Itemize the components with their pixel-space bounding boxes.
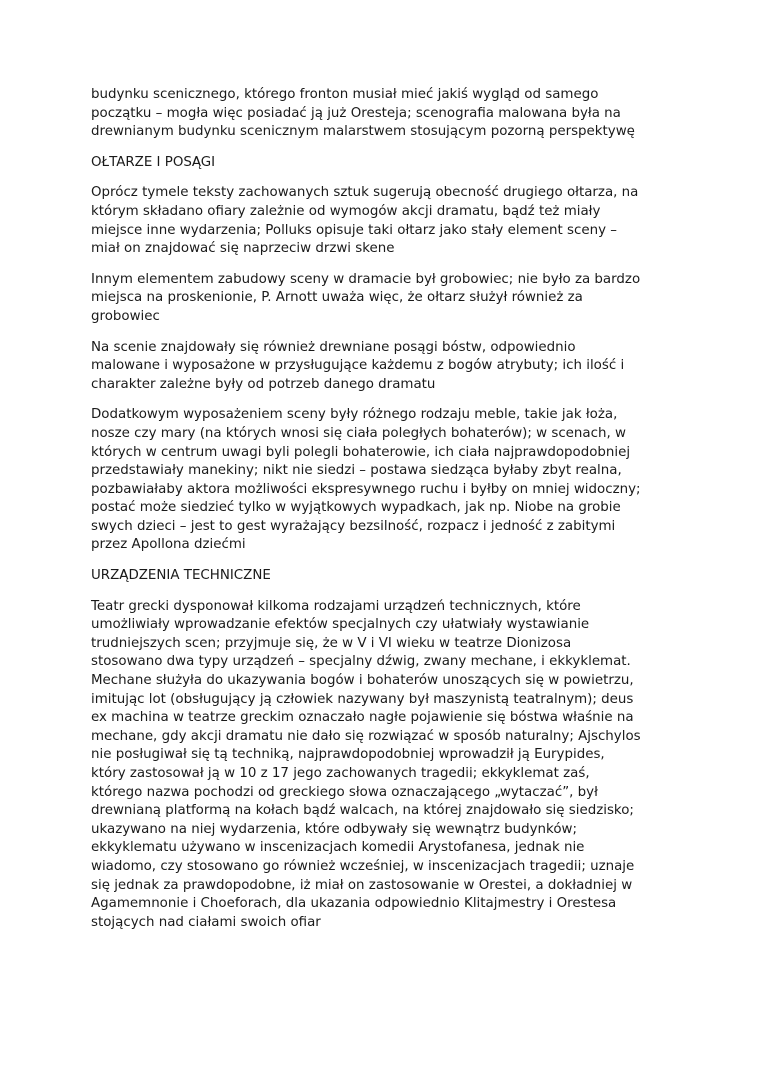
text-line: nie posługiwał się tą techniką, najprawdopodobniej wprowadził ją Eurypides, [91,747,605,763]
text-line: trudniejszych scen; przyjmuje się, że w V i VI wieku w teatrze Dionizosa [91,635,572,651]
text-line: Innym elementem zabudowy sceny w dramacie był grobowiec; nie było za bardzo [91,271,641,287]
heading-text: OŁTARZE I POSĄGI [91,154,216,170]
text-line: ukazywano na niej wydarzenia, które odbywały się wewnątrz budynków; [91,821,577,837]
text-line: drewnianą platformą na kołach bądź walcach, na której znajdowało się siedzisko; [91,803,634,819]
paragraph-second-altar [91,184,681,258]
text-line: miał on znajdować się naprzeciw drzwi skene [91,241,395,257]
text-line: umożliwiały wprowadzanie efektów specjalnych czy ułatwiały wystawianie [91,617,590,633]
text-line: początku – mogła więc posiadać ją już Oresteja; scenografia malowana była na [91,105,621,121]
text-line: postać może siedzieć tylko w wyjątkowych wypadkach, jak np. Niobe na grobie [91,500,621,516]
text-line: przedstawiały manekiny; nikt nie siedzi – postawa siedząca byłaby zbyt realna, [91,463,622,479]
text-line: się jednak za prawdopodobne, iż miał on zastosowanie w Orestei, a dokładniej w [91,877,633,893]
text-line: Oprócz tymele teksty zachowanych sztuk sugerują obecność drugiego ołtarza, na [91,185,639,201]
text-line: miejsca na proskenionie, P. Arnott uważa więc, że ołtarz służył również za [91,290,583,306]
paragraph-tomb [91,271,681,327]
heading-text: URZĄDZENIA TECHNICZNE [91,568,271,584]
text-line: przez Apollona dziećmi [91,537,246,553]
text-line: Agamemnonie i Choeforach, dla ukazania odpowiednio Klitajmestry i Orestesa [91,896,617,912]
text-line: mechane, gdy akcji dramatu nie dało się rozwiązać w sposób naturalny; Ajschylos [91,728,641,744]
text-line: charakter zależne były od potrzeb danego dramatu [91,376,436,392]
text-line: wiadomo, czy stosowano go również wcześniej, w inscenizacjach tragedii; uznaje [91,858,635,874]
text-line: ex machina w teatrze greckim oznaczało nagłe pojawienie się bóstwa właśnie na [91,710,634,726]
paragraph-statues [91,339,681,395]
text-line: Dodatkowym wyposażeniem sceny były różnego rodzaju meble, takie jak łoża, [91,407,618,423]
text-line: który zastosował ją w 10 z 17 jego zachowanych tragedii; ekkyklemat zaś, [91,766,590,781]
text-line: którego nazwa pochodzi od greckiego słowa oznaczającego „wytaczać”, był [91,784,598,800]
text-line: którym składano ofiary zależnie od wymogów akcji dramatu, bądź też miały [91,203,601,219]
text-line: swych dzieci – jest to gest wyrażający bezsilność, rozpacz i jedność z zabitymi [91,518,616,534]
text-line: których w centrum uwagi byli polegli bohaterowie, ich ciała najprawdopodobniej [91,444,631,460]
text-line: malowane i wyposażone w przysługujące każdemu z bogów atrybuty; ich ilość i [91,358,625,374]
text-line: Na scenie znajdowały się również drewniane posągi bóstw, odpowiednio [91,339,576,355]
paragraph-furniture [91,406,681,555]
text-line: ekkyklematu używano w inscenizacjach komedii Arystofanesa, jednak nie [91,840,585,856]
text-line: stosowano dwa typy urządzeń – specjalny dźwig, zwany mechane, i ekkyklemat. [91,654,631,670]
text-line: miejsce inne wydarzenia; Polluks opisuje taki ołtarz jako stały element sceny – [91,222,617,238]
document-page [91,86,681,944]
paragraph-intro [91,86,681,142]
text-line: pozbawiałaby aktora możliwości ekspresywnego ruchu i byłby on mniej widoczny; [91,481,641,497]
section-heading-technical [91,567,681,586]
text-line: nosze czy mary (na których wnosi się ciała poległych bohaterów); w scenach, w [91,425,626,441]
text-line: drewnianym budynku scenicznym malarstwem stosującym pozorną perspektywę [91,124,635,140]
section-heading-altars [91,154,681,173]
paragraph-machines [91,598,681,933]
text-line: Teatr grecki dysponował kilkoma rodzajami urządzeń technicznych, które [91,598,581,614]
text-line: grobowiec [91,308,160,324]
text-line: Mechane służyła do ukazywania bogów i bohaterów unoszących się w powietrzu, [91,673,634,689]
text-line: imitując lot (obsługujący ją człowiek nazywany był maszynistą teatralnym); deus [91,691,634,707]
text-line: budynku scenicznego, którego fronton musiał mieć jakiś wygląd od samego [91,87,599,102]
text-line: stojących nad ciałami swoich ofiar [91,914,321,930]
